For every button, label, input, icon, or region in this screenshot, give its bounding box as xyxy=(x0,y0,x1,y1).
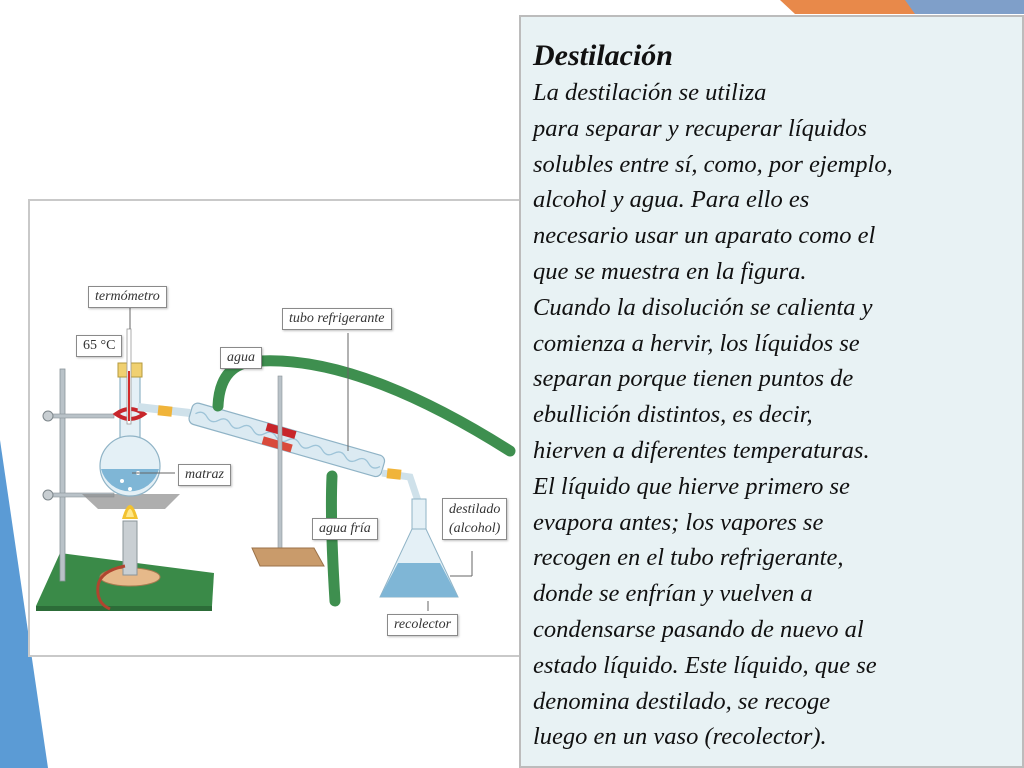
text-line: recogen en el tubo refrigerante, xyxy=(533,544,844,572)
text-line: hierven a diferentes temperaturas. xyxy=(533,436,870,464)
label-agua-fria: agua fría xyxy=(312,518,378,540)
text-line: condensarse pasando de nuevo al xyxy=(533,615,864,643)
text-line: que se muestra en la figura. xyxy=(533,257,807,285)
text-line: denomina destilado, se recoge xyxy=(533,687,831,715)
text-line: para separar y recuperar líquidos xyxy=(533,114,867,142)
label-tubo-refrigerante: tubo refrigerante xyxy=(282,308,392,330)
text-line: evapora antes; los vapores se xyxy=(533,508,824,536)
text-line: separan porque tienen puntos de xyxy=(533,365,854,393)
label-termometro: termómetro xyxy=(88,286,167,308)
text-line: comienza a hervir, los líquidos se xyxy=(533,329,860,357)
label-destilado-line1: destilado xyxy=(449,502,501,517)
text-line: donde se enfrían y vuelven a xyxy=(533,580,813,608)
text-line: ebullición distintos, es decir, xyxy=(533,401,813,429)
label-recolector: recolector xyxy=(387,614,458,636)
distillation-diagram xyxy=(28,199,522,657)
explanation-panel xyxy=(519,15,1024,768)
text-line: alcohol y agua. Para ello es xyxy=(533,186,810,214)
label-destilado-line2: (alcohol) xyxy=(449,521,501,536)
label-agua: agua xyxy=(220,347,262,369)
text-line: luego en un vaso (recolector). xyxy=(533,723,827,751)
distillation-apparatus-illustration xyxy=(30,201,524,659)
text-line: La destilación se utiliza xyxy=(533,79,767,106)
slide-title: Destilación xyxy=(533,39,673,72)
label-matraz: matraz xyxy=(178,464,231,486)
text-line: necesario usar un aparato como el xyxy=(533,222,876,250)
text-line: Cuando la disolución se calienta y xyxy=(533,293,873,321)
text-line: El líquido que hierve primero se xyxy=(533,472,850,500)
label-destilado xyxy=(442,498,507,540)
text-line: solubles entre sí, como, por ejemplo, xyxy=(533,150,893,178)
text-line: estado líquido. Este líquido, que se xyxy=(533,651,877,679)
label-temperature: 65 °C xyxy=(76,335,122,357)
